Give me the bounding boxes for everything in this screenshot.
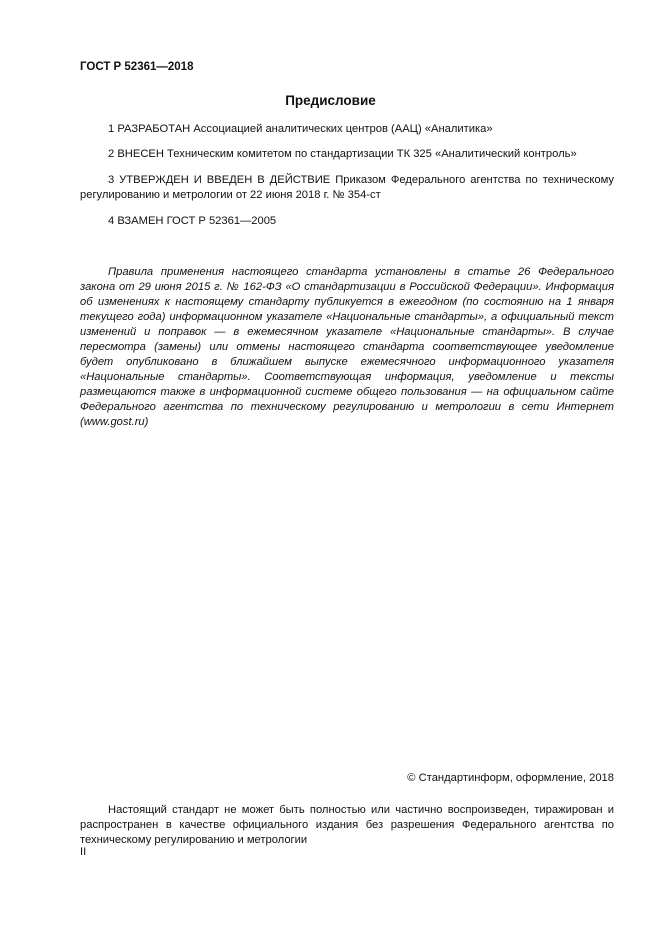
page-number: II	[80, 846, 87, 858]
document-header: ГОСТ Р 52361—2018	[80, 61, 194, 73]
foreword-item-approved: 3 УТВЕРЖДЕН И ВВЕДЕН В ДЕЙСТВИЕ Приказом Федерального агентства по техническому регулированию и метрологии от 22 июня 2018 г. № 354-ст	[80, 174, 614, 201]
copyright-line: © Стандартинформ, оформление, 2018	[407, 772, 614, 784]
section-title: Предисловие	[285, 93, 376, 108]
foreword-item-introduced: 2 ВНЕСЕН Техническим комитетом по стандартизации ТК 325 «Аналитический контроль»	[108, 148, 577, 160]
reproduction-notice: Настоящий стандарт не может быть полностью или частично воспроизведен, тиражирован и распространен в качестве официального издания без разрешения Федерального агентства по техническому регулированию и метрологии	[80, 804, 614, 846]
application-rules-note: Правила применения настоящего стандарта установлены в статье 26 Федерального закона от 29 июня 2015 г. № 162-ФЗ «О стандартизации в Российской Федерации». Информация об изменениях к настоящему стандарту публикуется в ежегодном (по состоянию на 1 января текущего года) информационном указателе «Национальные стандарты», а официальный текст изменений и поправок — в ежемесячном указателе «Национальные стандарты». В случае пересмотра (замены) или отмены настоящего стандарта соответствующее уведомление будет опубликовано в ближайшем выпуске ежемесячного информационного указателя «Национальные стандарты». Соответствующая информация, уведомление и тексты размещаются также в информационной системе общего пользования — на официальном сайте Федерального агентства по техническому регулированию и метрологии в сети Интернет (www.gost.ru)	[80, 266, 614, 428]
foreword-item-replaces: 4 ВЗАМЕН ГОСТ Р 52361—2005	[108, 215, 277, 227]
foreword-item-developed: 1 РАЗРАБОТАН Ассоциацией аналитических центров (ААЦ) «Аналитика»	[108, 123, 493, 135]
